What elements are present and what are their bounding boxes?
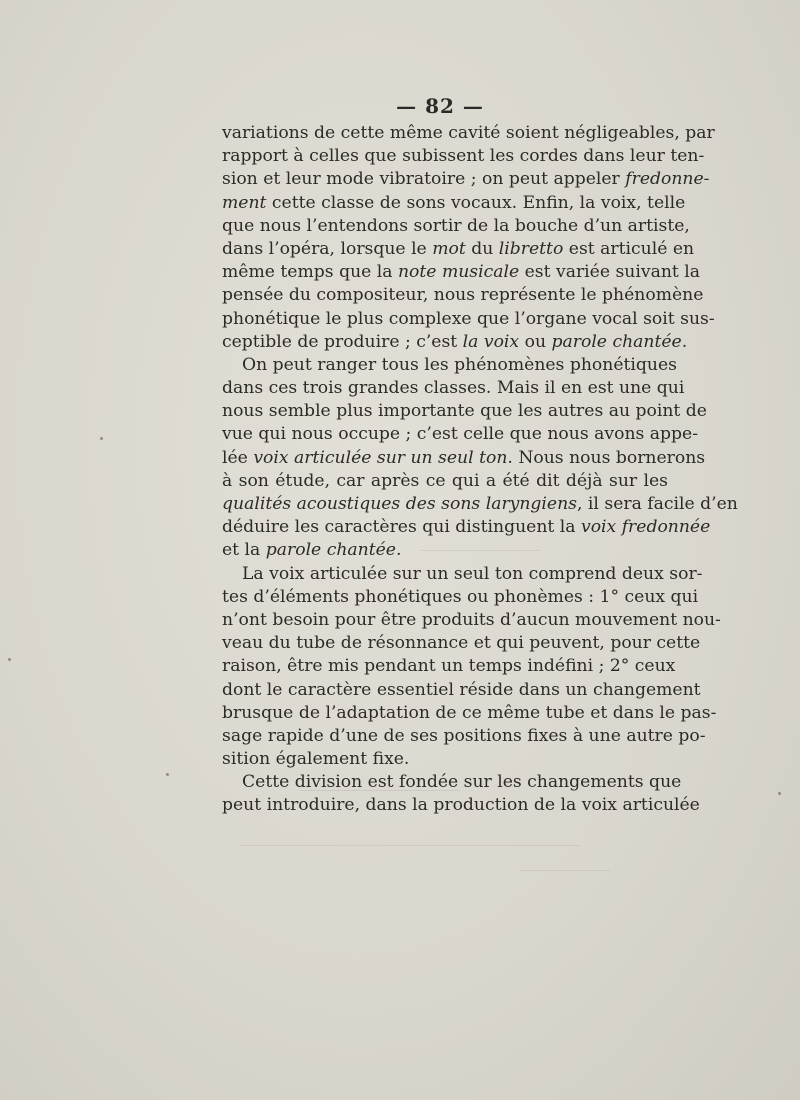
paper-speck (8, 658, 11, 661)
text-segment: dont le caractère essentiel réside dans un changement (222, 679, 701, 700)
text-segment: , il sera facile d’en (577, 494, 738, 514)
text-segment: sion et leur mode vibratoire ; on peut appeler (222, 169, 626, 190)
text-line (222, 539, 668, 562)
text-line (222, 679, 701, 702)
text-segment: même temps que la (222, 262, 398, 283)
text-segment: . Nous nous bornerons (507, 447, 706, 468)
text-line (222, 122, 715, 145)
text-segment: variations de cette même cavité soient négligeables, par (222, 123, 715, 143)
text-segment: peut introduire, dans la production de la voix articulée (222, 795, 700, 816)
text-line (222, 377, 685, 400)
text-line (222, 238, 695, 261)
paper-speck (100, 437, 103, 440)
italic-text: voix articulée sur un seul ton (253, 447, 508, 468)
italic-text: parole chantée (265, 540, 396, 561)
text-line (222, 748, 668, 771)
text-line (222, 609, 721, 632)
text-line (222, 215, 690, 238)
text-segment: lée (222, 447, 254, 468)
text-line (222, 794, 700, 817)
text-line (222, 284, 704, 307)
paper-speck (778, 792, 781, 795)
text-segment: dans ces trois grandes classes. Mais il en est une qui (222, 378, 685, 399)
text-line (222, 493, 738, 516)
text-segment: n’ont besoin pour être produits d’aucun mouvement nou- (222, 609, 721, 630)
text-segment: sition également fixe. (222, 749, 410, 770)
text-line (222, 586, 699, 609)
text-segment: nous semble plus importante que les autres au point de (222, 401, 707, 422)
paper-speck (166, 773, 169, 776)
text-segment: . (395, 540, 402, 561)
italic-text: libretto (498, 238, 564, 259)
text-segment: La voix articulée sur un seul ton comprend deux sor- (242, 563, 703, 584)
text-line (222, 516, 711, 539)
text-segment: est articulé en (563, 238, 695, 259)
italic-text: la voix (462, 331, 520, 352)
text-line (222, 168, 710, 191)
text-segment: phonétique le plus complexe que l’organe vocal soit sus- (222, 308, 715, 329)
text-segment: que nous l’entendons sortir de la bouche d’un artiste, (222, 215, 690, 236)
text-line (222, 261, 701, 284)
text-segment: et la (222, 540, 266, 561)
text-line (222, 400, 707, 423)
italic-text: mot (432, 238, 466, 259)
text-segment: ou (519, 331, 552, 352)
text-segment: rapport à celles que subissent les cordes dans leur ten- (222, 146, 705, 167)
text-segment: est variée suivant la (519, 262, 701, 283)
text-line (222, 192, 686, 215)
text-segment: brusque de l’adaptation de ce même tube et dans le pas- (222, 702, 717, 723)
text-line (222, 447, 706, 470)
text-segment: déduire les caractères qui distinguent la (222, 517, 581, 538)
text-line (222, 632, 701, 655)
italic-text: fredonne- (625, 169, 710, 190)
italic-text: voix fredonnée (580, 517, 711, 538)
text-segment: sage rapide d’une de ses positions fixes à une autre po- (222, 725, 706, 746)
italic-text: note musicale (397, 262, 520, 283)
text-segment: dans l’opéra, lorsque le (222, 238, 433, 259)
text-segment: Cette division est fondée sur les changements que (242, 772, 682, 793)
text-line (222, 771, 682, 794)
show-through-mark (520, 870, 610, 881)
text-segment: ceptible de produire ; c’est (222, 331, 463, 352)
text-segment: raison, être mis pendant un temps indéfini ; 2° ceux (222, 656, 676, 677)
text-segment: cette classe de sons vocaux. Enfin, la voix, telle (266, 192, 686, 213)
text-line (222, 331, 688, 354)
text-line (222, 655, 676, 678)
text-line (222, 470, 668, 493)
text-line (222, 423, 699, 446)
show-through-mark (240, 845, 580, 856)
text-segment: tes d’éléments phonétiques ou phonèmes : 1° ceux qui (222, 586, 699, 607)
text-segment: On peut ranger tous les phénomènes phonétiques (242, 354, 677, 375)
text-segment: du (465, 238, 499, 259)
text-segment: veau du tube de résonnance et qui peuvent, pour cette (222, 633, 701, 654)
italic-text: qualités acoustiques des sons laryngiens (222, 494, 577, 514)
text-segment: vue qui nous occupe ; c’est celle que nous avons appe- (222, 424, 699, 445)
text-segment: pensée du compositeur, nous représente le phénomène (222, 285, 704, 306)
italic-text: ment (222, 192, 267, 213)
page-number: — 82 — (396, 94, 484, 118)
text-segment: . (681, 331, 688, 352)
text-line (222, 702, 717, 725)
text-segment: à son étude, car après ce qui a été dit déjà sur les (222, 470, 668, 491)
text-line (222, 308, 715, 331)
text-line (222, 145, 705, 168)
italic-text: parole chantée (551, 331, 682, 352)
text-line (222, 563, 703, 586)
text-line (222, 725, 706, 748)
body-text (222, 122, 738, 818)
text-line (222, 354, 677, 377)
